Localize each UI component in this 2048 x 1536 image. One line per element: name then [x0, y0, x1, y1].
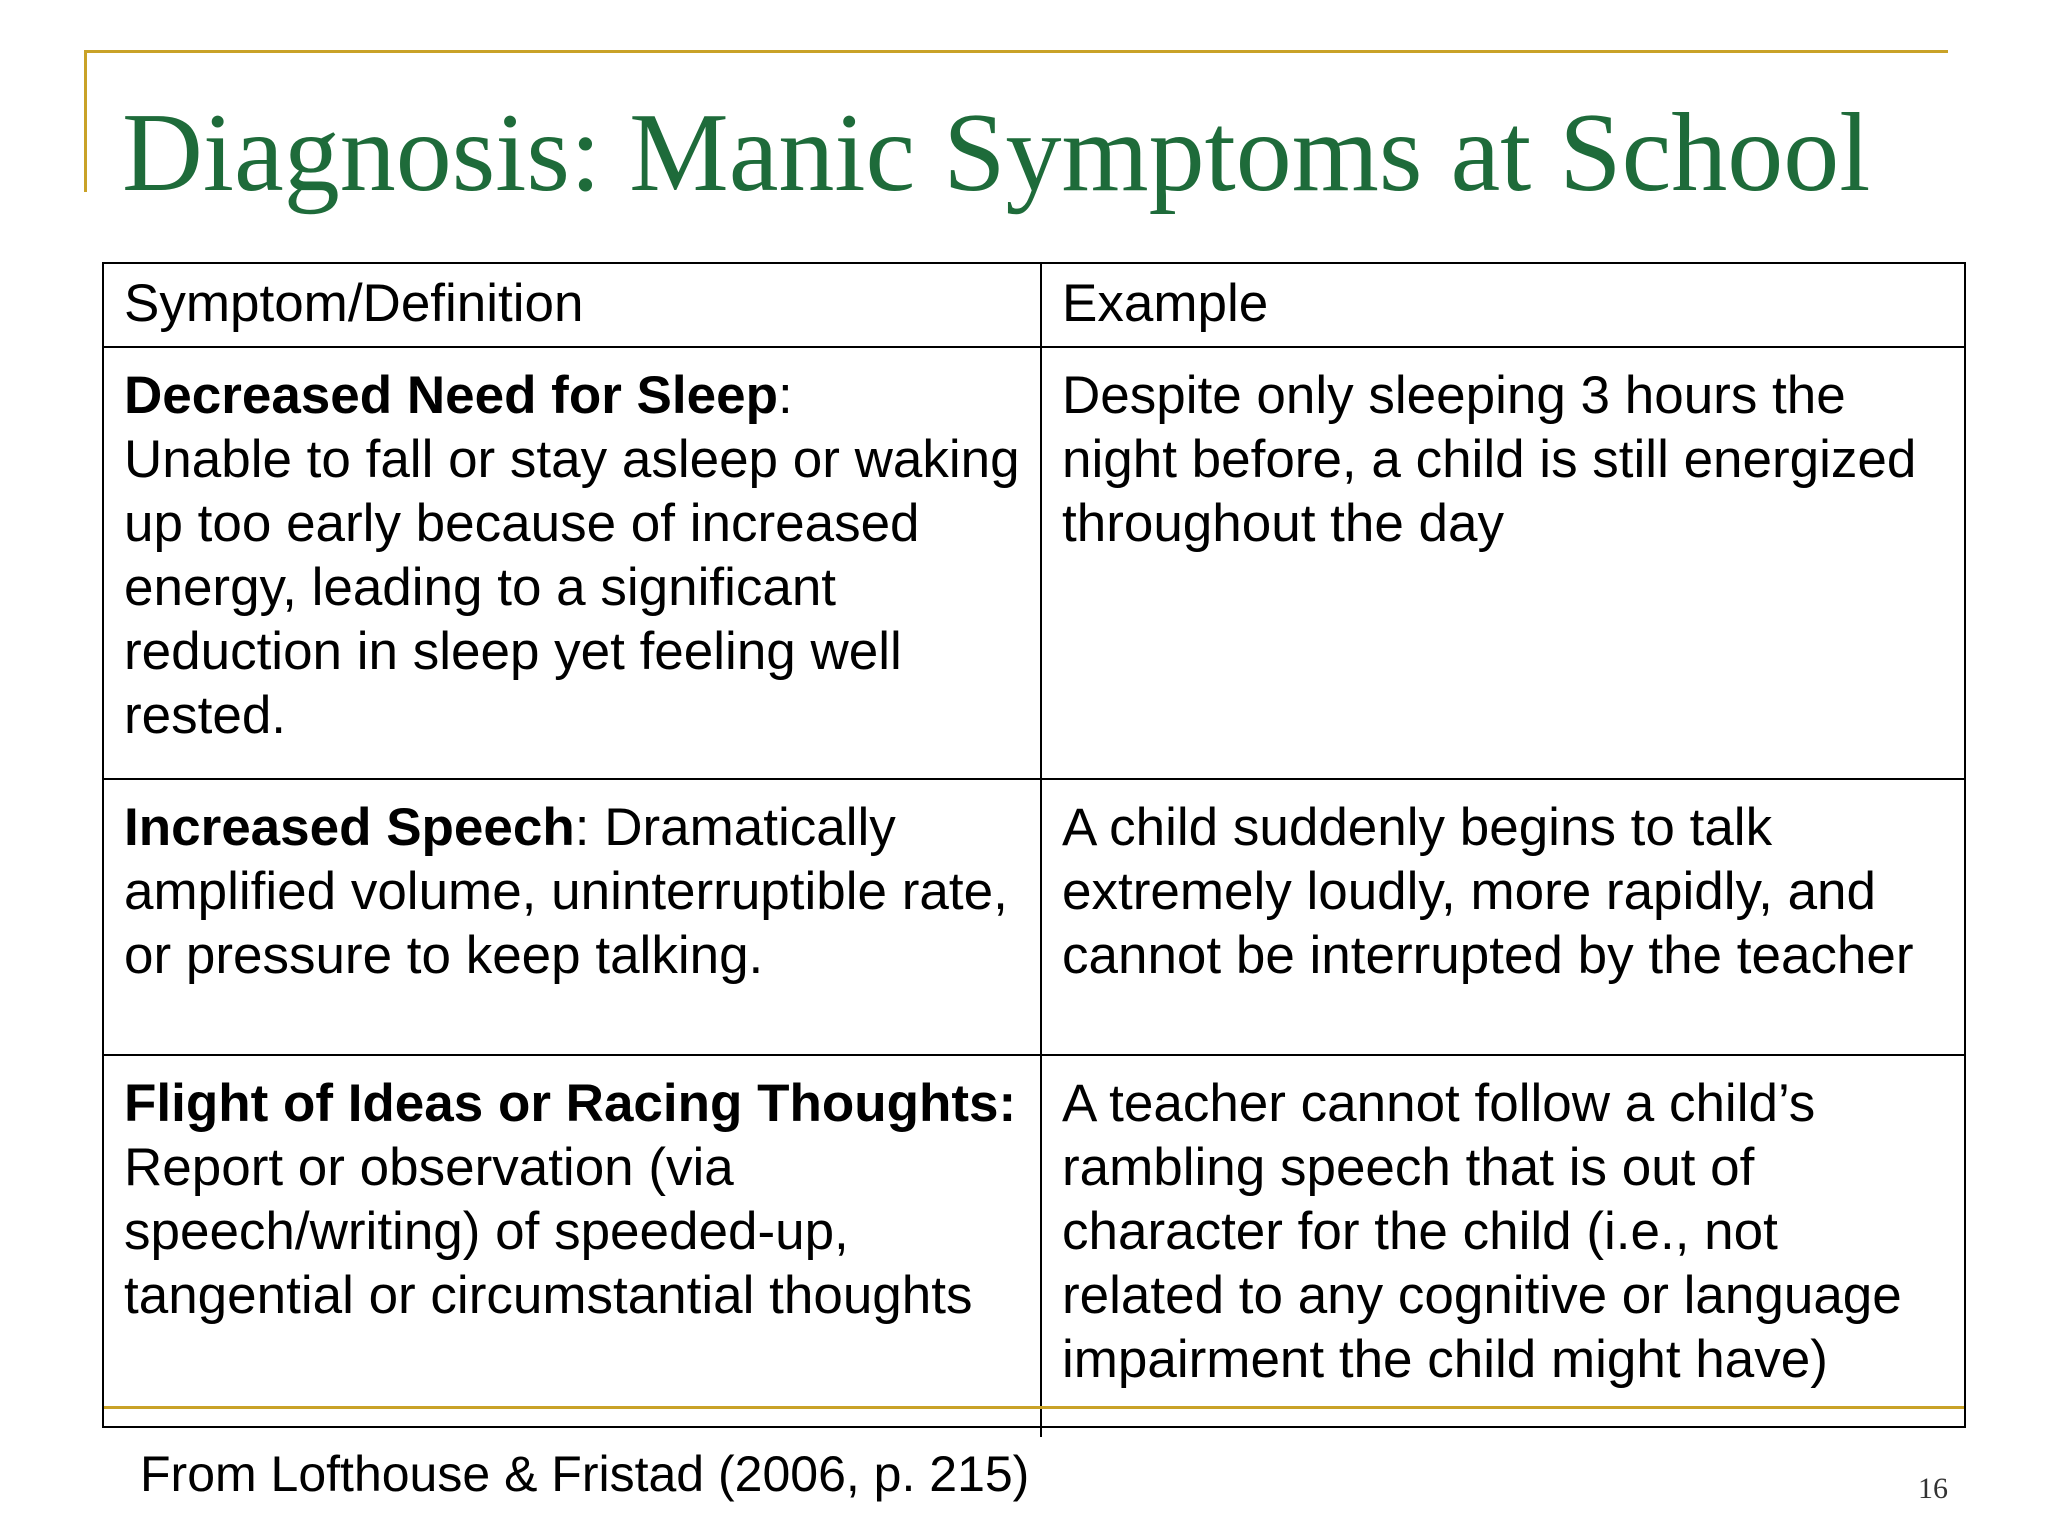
empty-cell	[104, 1408, 1041, 1438]
table-row	[104, 779, 1964, 1055]
header-symptom-definition: Symptom/Definition	[104, 264, 1041, 347]
header-example: Example	[1041, 264, 1964, 347]
symptom-cell	[104, 779, 1041, 1055]
symptom-definition: Unable to fall or stay asleep or waking up too early because of increased energy, leading to a significant reduction in sleep yet feeling well rested.	[124, 430, 1020, 745]
term-separator: :	[574, 798, 605, 857]
symptom-table-grid	[104, 264, 1964, 1437]
empty-cell	[1041, 1408, 1964, 1438]
example-cell: A child suddenly begins to talk extremely loudly, more rapidly, and cannot be interrupted by the teacher	[1041, 779, 1964, 1055]
slide-number: 16	[1918, 1472, 1948, 1505]
table-row-empty	[104, 1408, 1964, 1438]
table-row	[104, 347, 1964, 779]
source-citation: From Lofthouse & Fristad (2006, p. 215)	[140, 1446, 1030, 1502]
symptom-table	[102, 262, 1966, 1428]
table-header-row	[104, 264, 1964, 347]
term-separator: :	[777, 366, 793, 425]
table-row	[104, 1055, 1964, 1408]
accent-line-top	[84, 50, 1948, 53]
symptom-definition: Dramatically amplified volume, uninterruptible rate, or pressure to keep talking.	[124, 798, 1008, 985]
accent-line-left	[84, 50, 87, 192]
example-cell: Despite only sleeping 3 hours the night before, a child is still energized throughout the day	[1041, 347, 1964, 779]
symptom-term: Flight of Ideas or Racing Thoughts:	[124, 1074, 1017, 1133]
slide-title: Diagnosis: Manic Symptoms at School	[122, 91, 1871, 215]
example-cell: A teacher cannot follow a child’s rambling speech that is out of character for the child (i.e., not related to any cognitive or language impairment the child might have)	[1041, 1055, 1964, 1408]
symptom-term: Increased Speech	[124, 798, 575, 857]
symptom-cell	[104, 1055, 1041, 1408]
symptom-definition: Report or observation (via speech/writing) of speeded-up, tangential or circumstantial thoughts	[124, 1138, 973, 1325]
symptom-term: Decreased Need for Sleep	[124, 366, 778, 425]
symptom-cell	[104, 347, 1041, 779]
